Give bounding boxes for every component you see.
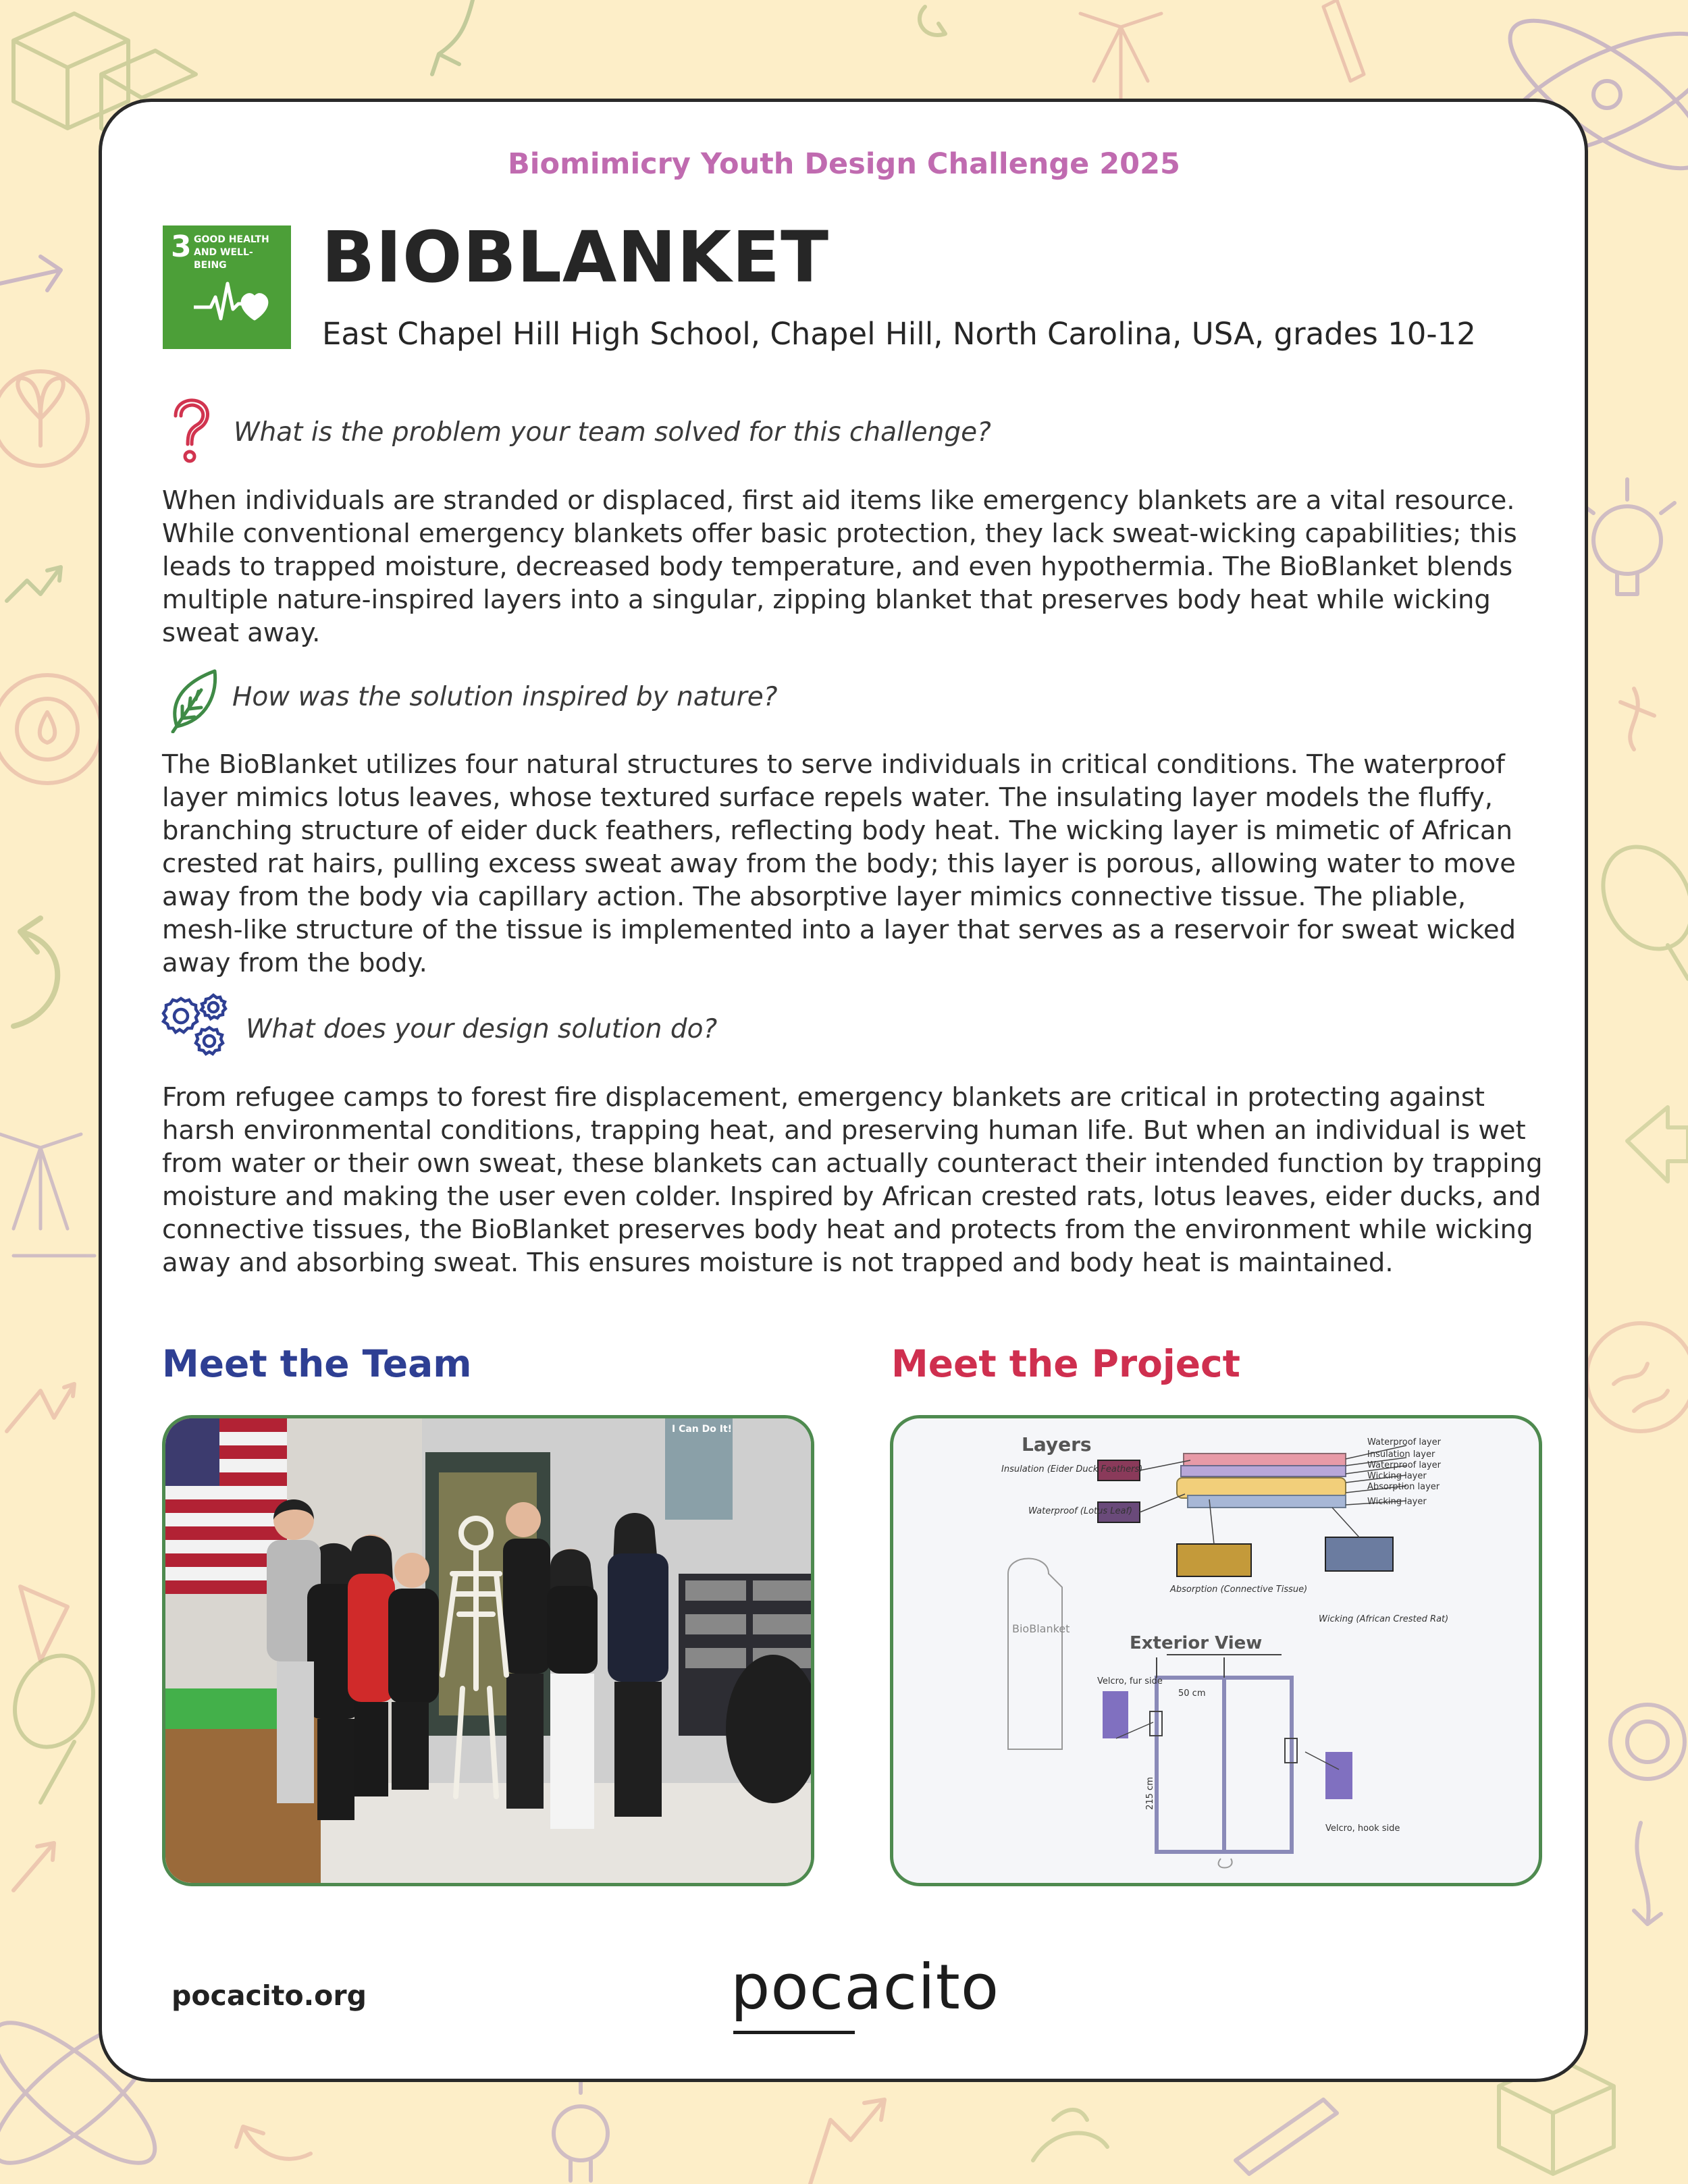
meet-team-heading: Meet the Team <box>162 1342 472 1385</box>
layer-label: Wicking layer <box>1367 1497 1427 1507</box>
bag-label: BioBlanket <box>1012 1622 1070 1635</box>
width-label: 50 cm <box>1178 1688 1206 1699</box>
layer-label: Wicking layer <box>1367 1471 1427 1481</box>
sdg-label-line2: AND WELL-BEING <box>194 247 253 271</box>
leaf-icon <box>167 666 221 733</box>
layer-label: Waterproof layer <box>1367 1460 1441 1470</box>
question-mark-icon <box>169 397 216 464</box>
layers-title: Layers <box>1022 1433 1092 1456</box>
layer-label: Absorption layer <box>1367 1482 1440 1492</box>
meet-project-heading: Meet the Project <box>891 1342 1240 1385</box>
logo-underline <box>733 2031 855 2034</box>
wicking-label: Wicking (African Crested Rat) <box>1319 1614 1449 1624</box>
sdg-number: 3 <box>171 230 192 264</box>
school-info: East Chapel Hill High School, Chapel Hill, North Carolina, USA, grades 10-12 <box>322 316 1476 352</box>
insulation-label: Insulation (Eider Duck Feathers) <box>1001 1464 1143 1474</box>
section-question: What does your design solution do? <box>246 1014 718 1044</box>
section-question: What is the problem your team solved for this challenge? <box>234 417 991 448</box>
section-answer: From refugee camps to forest fire displacement, emergency blankets are critical in protecting against harsh environmental conditions, trapping heat, and preserving human life. But when an individual is wet from water or their own sweat, these blankets can actually counteract their intended function by trapping moisture and making the user even colder. Inspired by African crested rats, lotus leaves, eider ducks, and connective tissues, the BioBlanket preserves body heat and protects from the environment while wicking away and absorbing sweat. This ensures moisture is not trapped and body heat is maintained. <box>162 1082 1543 1278</box>
exterior-view-title: Exterior View <box>1130 1633 1263 1653</box>
layer-label: Insulation layer <box>1367 1449 1435 1460</box>
sdg-badge <box>163 225 291 349</box>
velcro-fur-label: Velcro, fur side <box>1097 1676 1163 1686</box>
team-photo-illustration <box>165 1418 814 1886</box>
section-answer: The BioBlanket utilizes four natural structures to serve individuals in critical conditions. The waterproof layer mimics lotus leaves, whose textured surface repels water. The insulating layer models the fluffy, branching structure of eider duck feathers, reflecting body heat. The wicking layer is mimetic of African crested rat hairs, pulling excess sweat away from the body; this layer is porous, allowing water to move away from the body via capillary action. The absorptive layer mimics connective tissue. The pliable, mesh-like structure of the tissue is implemented into a layer that serves as a reservoir for sweat wicked away from the body. <box>162 749 1516 978</box>
sdg-label-line1: GOOD HEALTH <box>194 234 269 245</box>
layer-label: Waterproof layer <box>1367 1437 1441 1447</box>
team-photo <box>162 1415 814 1886</box>
gears-icon <box>161 992 235 1060</box>
absorption-label: Absorption (Connective Tissue) <box>1170 1584 1308 1595</box>
section-question: How was the solution inspired by nature? <box>232 682 778 712</box>
section-answer: When individuals are stranded or displaced, first aid items like emergency blankets are a vital resource. While conventional emergency blankets offer basic protection, they lack sweat-wicking capabilities; this leads to trapped moisture, decreased body temperature, and even hypothermia. The BioBlanket blends multiple nature-inspired layers into a singular, zipping blanket that preserves body heat while wicking sweat away. <box>162 485 1517 648</box>
waterproof-label: Waterproof (Lotus Leaf) <box>1028 1506 1133 1516</box>
velcro-hook-label: Velcro, hook side <box>1325 1823 1400 1834</box>
heartbeat-heart-icon <box>194 277 275 331</box>
height-label: 215 cm <box>1144 1777 1155 1810</box>
poster-text: I Can Do It! <box>672 1424 733 1435</box>
challenge-name: Biomimicry Youth Design Challenge 2025 <box>508 147 1180 181</box>
pocacito-logo: pocacito <box>731 1951 1000 2023</box>
project-diagram <box>890 1415 1542 1886</box>
sdg-label <box>194 234 286 272</box>
footer-url[interactable]: pocacito.org <box>172 1979 367 2012</box>
project-title: BIOBLANKET <box>321 216 830 298</box>
